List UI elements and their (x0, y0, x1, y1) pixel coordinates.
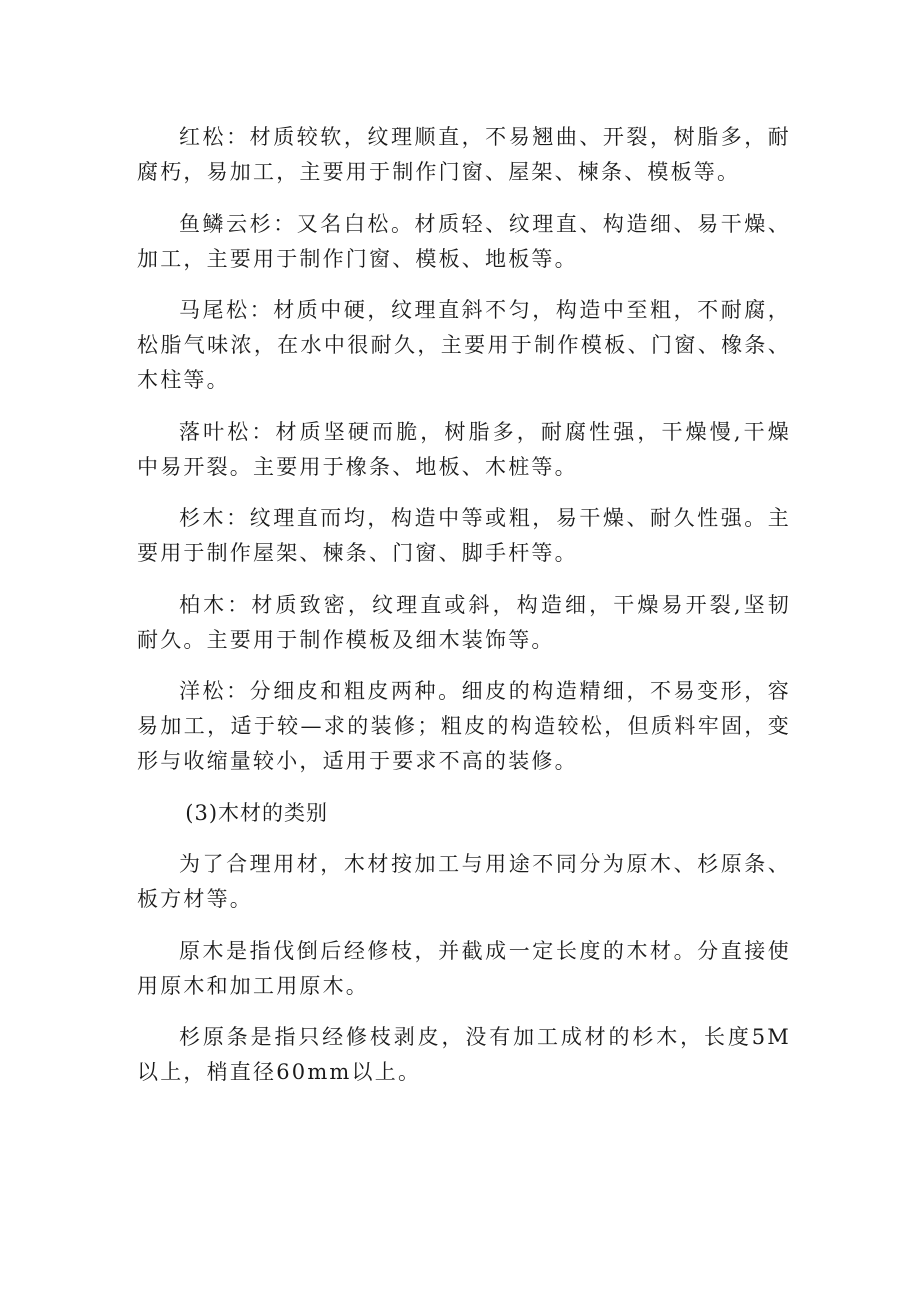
paragraph-log: 原木是指伐倒后经修枝，并截成一定长度的木材。分直接使用原木和加工用原木。 (137, 938, 791, 998)
paragraph-spruce: 鱼鳞云杉：又名白松。材质轻、纹理直、构造细、易干燥、加工，主要用于制作门窗、模板、地板等。 (137, 211, 791, 271)
paragraph-fir: 杉木：纹理直而均，构造中等或粗，易干燥、耐久性强。主要用于制作屋架、楝条、门窗、脚手杆等。 (137, 506, 791, 565)
paragraph-timber-categories: 为了合理用材，木材按加工与用途不同分为原木、杉原条、板方材等。 (137, 852, 791, 911)
section-heading: (3)木材的类别 (185, 800, 329, 825)
paragraph-cypress: 柏木：材质致密，纹理直或斜，构造细，干燥易开裂,坚韧耐久。主要用于制作模板及细木装饰等。 (137, 592, 791, 652)
paragraph-fir-pole: 杉原条是指只经修枝剥皮，没有加工成材的杉木，长度5M以上，梢直径60mm以上。 (137, 1025, 791, 1084)
document-body (137, 120, 791, 1107)
paragraph-red-pine: 红松：材质较软，纹理顺直，不易翘曲、开裂，树脂多，耐腐朽，易加工，主要用于制作门窗、屋架、楝条、模板等。 (137, 125, 791, 184)
paragraph-masson-pine: 马尾松：材质中硬，纹理直斜不匀，构造中至粗，不耐腐，松脂气味浓，在水中很耐久，主要用于制作模板、门窗、橡条、木柱等。 (137, 298, 791, 392)
paragraph-larch: 落叶松：材质坚硬而脆，树脂多，耐腐性强，干燥慢,干燥中易开裂。主要用于橡条、地板、木桩等。 (137, 419, 791, 479)
paragraph-foreign-pine: 洋松：分细皮和粗皮两种。细皮的构造精细，不易变形，容易加工，适于较—求的装修；粗皮的构造较松，但质料牢固，变形与收缩量较小，适用于要求不高的装修。 (137, 679, 791, 773)
